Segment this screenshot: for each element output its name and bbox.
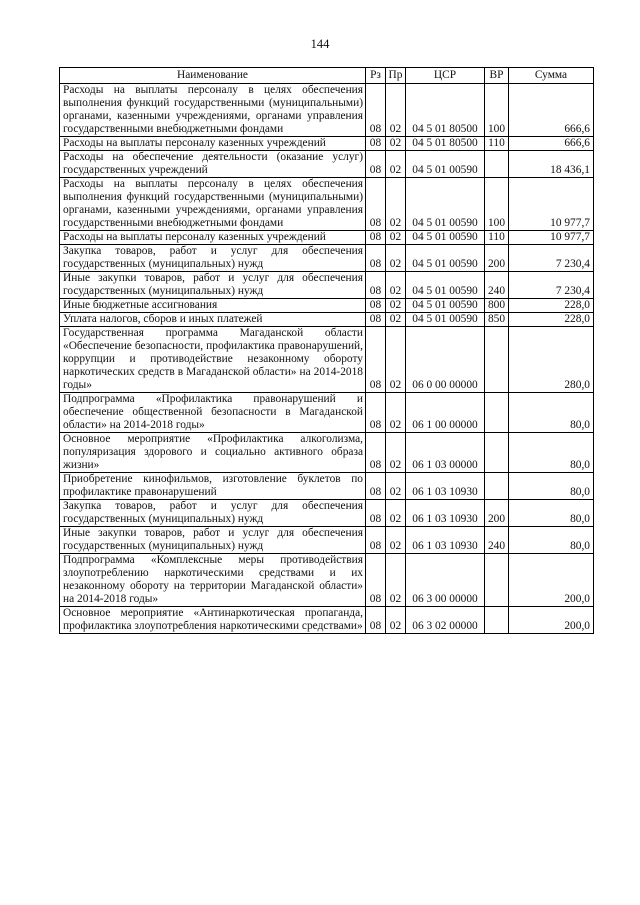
cell-sum: 10 977,7	[509, 178, 594, 231]
cell-rz: 08	[366, 554, 386, 607]
cell-rz: 08	[366, 84, 386, 137]
cell-sum: 666,6	[509, 137, 594, 151]
cell-vr: 110	[485, 137, 509, 151]
cell-vr	[485, 327, 509, 393]
cell-pr: 02	[386, 500, 406, 527]
cell-vr: 100	[485, 178, 509, 231]
cell-pr: 02	[386, 327, 406, 393]
table-row	[60, 231, 594, 245]
table-row	[60, 313, 594, 327]
cell-rz: 08	[366, 327, 386, 393]
cell-csr: 06 1 03 10930	[406, 473, 485, 500]
cell-name: Закупка товаров, работ и услуг для обеспечения государственных (муниципальных) нужд	[60, 500, 366, 527]
cell-name: Основное мероприятие «Профилактика алкоголизма, популяризация здорового и социально активного образа жизни»	[60, 433, 366, 473]
table-row	[60, 272, 594, 299]
cell-name: Расходы на выплаты персоналу казенных учреждений	[60, 137, 366, 151]
cell-rz: 08	[366, 607, 386, 634]
cell-csr: 04 5 01 80500	[406, 84, 485, 137]
table-row	[60, 299, 594, 313]
cell-vr	[485, 393, 509, 433]
cell-rz: 08	[366, 299, 386, 313]
cell-sum: 280,0	[509, 327, 594, 393]
cell-pr: 02	[386, 151, 406, 178]
cell-name: Государственная программа Магаданской области «Обеспечение безопасности, профилактика правонарушений, коррупции и противодействие незаконному обороту наркотических средств в Магаданской области» на 2014-2018 годы»	[60, 327, 366, 393]
cell-csr: 06 3 02 00000	[406, 607, 485, 634]
cell-rz: 08	[366, 500, 386, 527]
cell-vr: 100	[485, 84, 509, 137]
cell-sum: 200,0	[509, 554, 594, 607]
cell-rz: 08	[366, 231, 386, 245]
cell-name: Основное мероприятие «Антинаркотическая пропаганда, профилактика злоупотребления наркотическими средствами»	[60, 607, 366, 634]
table-row	[60, 137, 594, 151]
table-row	[60, 527, 594, 554]
table-row	[60, 500, 594, 527]
cell-pr: 02	[386, 137, 406, 151]
table-row	[60, 245, 594, 272]
cell-pr: 02	[386, 433, 406, 473]
cell-vr: 850	[485, 313, 509, 327]
cell-rz: 08	[366, 393, 386, 433]
cell-pr: 02	[386, 554, 406, 607]
page-number: 144	[310, 37, 330, 51]
cell-name: Закупка товаров, работ и услуг для обеспечения государственных (муниципальных) нужд	[60, 245, 366, 272]
cell-csr: 06 1 03 10930	[406, 527, 485, 554]
cell-name: Расходы на обеспечение деятельности (оказание услуг) государственных учреждений	[60, 151, 366, 178]
cell-csr: 04 5 01 00590	[406, 245, 485, 272]
table-row	[60, 151, 594, 178]
budget-table	[59, 67, 594, 634]
table-row	[60, 327, 594, 393]
cell-sum: 80,0	[509, 433, 594, 473]
cell-name: Приобретение кинофильмов, изготовление буклетов по профилактике правонарушений	[60, 473, 366, 500]
cell-vr	[485, 433, 509, 473]
table-row	[60, 393, 594, 433]
cell-csr: 06 1 03 00000	[406, 433, 485, 473]
cell-csr: 06 0 00 00000	[406, 327, 485, 393]
cell-sum: 10 977,7	[509, 231, 594, 245]
cell-rz: 08	[366, 313, 386, 327]
cell-name: Уплата налогов, сборов и иных платежей	[60, 313, 366, 327]
cell-name: Расходы на выплаты персоналу в целях обеспечения выполнения функций государственными (муниципальными) органами, казенными учреждениями, органами управления государственными внебюджетными фондами	[60, 178, 366, 231]
cell-name: Подпрограмма «Комплексные меры противодействия злоупотреблению наркотическими средствами и их незаконному обороту на территории Магаданской области» на 2014-2018 годы»	[60, 554, 366, 607]
cell-pr: 02	[386, 231, 406, 245]
cell-name: Иные бюджетные ассигнования	[60, 299, 366, 313]
cell-sum: 80,0	[509, 500, 594, 527]
cell-pr: 02	[386, 272, 406, 299]
cell-pr: 02	[386, 473, 406, 500]
table-row	[60, 84, 594, 137]
cell-sum: 228,0	[509, 299, 594, 313]
cell-sum: 228,0	[509, 313, 594, 327]
cell-pr: 02	[386, 313, 406, 327]
cell-name: Иные закупки товаров, работ и услуг для обеспечения государственных (муниципальных) нужд	[60, 272, 366, 299]
cell-vr	[485, 151, 509, 178]
cell-csr: 06 3 00 00000	[406, 554, 485, 607]
cell-vr	[485, 473, 509, 500]
table-header-row	[60, 68, 594, 84]
table-row	[60, 554, 594, 607]
table-row	[60, 473, 594, 500]
header-csr: ЦСР	[406, 68, 485, 84]
cell-rz: 08	[366, 527, 386, 554]
cell-csr: 04 5 01 00590	[406, 299, 485, 313]
cell-sum: 80,0	[509, 393, 594, 433]
cell-pr: 02	[386, 393, 406, 433]
cell-sum: 200,0	[509, 607, 594, 634]
header-name: Наименование	[60, 68, 366, 84]
cell-csr: 06 1 03 10930	[406, 500, 485, 527]
cell-sum: 7 230,4	[509, 272, 594, 299]
cell-vr: 240	[485, 272, 509, 299]
cell-name: Иные закупки товаров, работ и услуг для обеспечения государственных (муниципальных) нужд	[60, 527, 366, 554]
cell-vr	[485, 607, 509, 634]
cell-vr: 240	[485, 527, 509, 554]
cell-rz: 08	[366, 272, 386, 299]
cell-vr: 110	[485, 231, 509, 245]
cell-csr: 04 5 01 00590	[406, 151, 485, 178]
cell-sum: 666,6	[509, 84, 594, 137]
cell-pr: 02	[386, 527, 406, 554]
cell-csr: 04 5 01 00590	[406, 231, 485, 245]
cell-sum: 80,0	[509, 473, 594, 500]
cell-rz: 08	[366, 245, 386, 272]
cell-vr: 200	[485, 245, 509, 272]
header-sum: Сумма	[509, 68, 594, 84]
cell-rz: 08	[366, 178, 386, 231]
table-row	[60, 607, 594, 634]
cell-name: Расходы на выплаты персоналу казенных учреждений	[60, 231, 366, 245]
table-row	[60, 433, 594, 473]
cell-pr: 02	[386, 245, 406, 272]
cell-name: Подпрограмма «Профилактика правонарушений и обеспечение общественной безопасности в Магаданской области» на 2014-2018 годы»	[60, 393, 366, 433]
cell-rz: 08	[366, 433, 386, 473]
cell-csr: 04 5 01 00590	[406, 272, 485, 299]
cell-csr: 04 5 01 80500	[406, 137, 485, 151]
header-vr: ВР	[485, 68, 509, 84]
cell-pr: 02	[386, 84, 406, 137]
table-row	[60, 178, 594, 231]
cell-pr: 02	[386, 299, 406, 313]
cell-vr: 200	[485, 500, 509, 527]
cell-csr: 04 5 01 00590	[406, 313, 485, 327]
cell-sum: 18 436,1	[509, 151, 594, 178]
cell-name: Расходы на выплаты персоналу в целях обеспечения выполнения функций государственными (муниципальными) органами, казенными учреждениями, органами управления государственными внебюджетными фондами	[60, 84, 366, 137]
cell-rz: 08	[366, 473, 386, 500]
cell-csr: 06 1 00 00000	[406, 393, 485, 433]
cell-sum: 80,0	[509, 527, 594, 554]
cell-vr: 800	[485, 299, 509, 313]
cell-sum: 7 230,4	[509, 245, 594, 272]
cell-rz: 08	[366, 137, 386, 151]
header-pr: Пр	[386, 68, 406, 84]
cell-pr: 02	[386, 178, 406, 231]
cell-rz: 08	[366, 151, 386, 178]
header-rz: Рз	[366, 68, 386, 84]
cell-vr	[485, 554, 509, 607]
cell-pr: 02	[386, 607, 406, 634]
cell-csr: 04 5 01 00590	[406, 178, 485, 231]
